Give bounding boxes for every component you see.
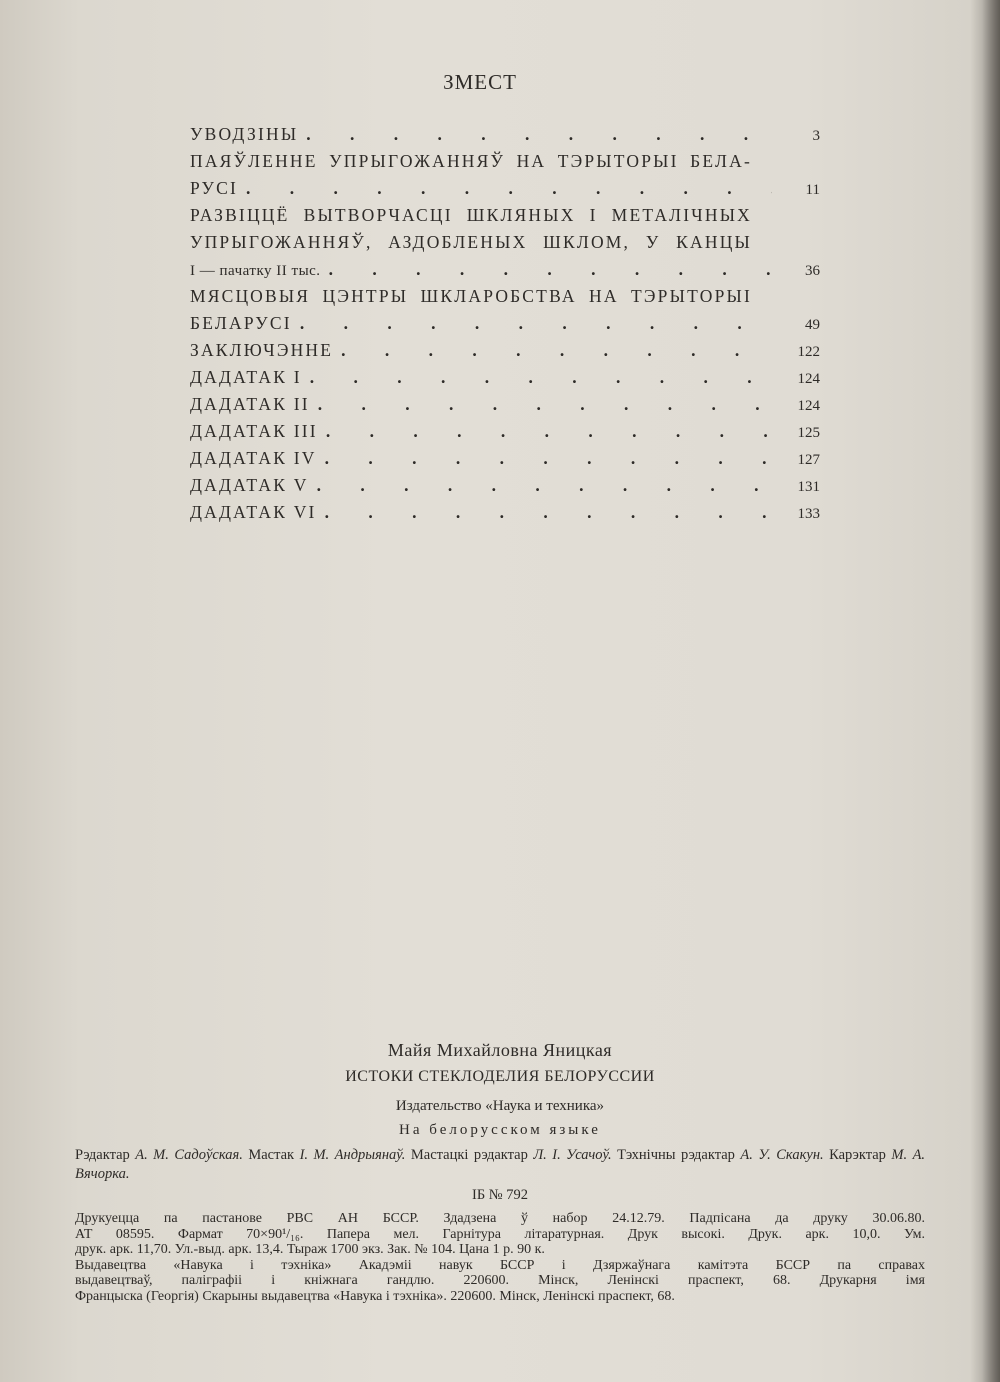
- artist-name: І. М. Андрыянаў.: [299, 1147, 406, 1163]
- toc-entry-label: РАЗВІЦЦЁ ВЫТВОРЧАСЦІ ШКЛЯНЫХ І МЕТАЛІЧНЫХ: [190, 205, 752, 225]
- toc-entry-label: ДАДАТАК І: [190, 367, 302, 387]
- toc-entry-label: ДАДАТАК ІІ: [190, 394, 310, 414]
- imprint-language: На белорусском языке: [399, 1122, 601, 1138]
- toc-entry: [190, 340, 820, 367]
- toc-line: [190, 124, 820, 151]
- toc-page-number: 133: [797, 506, 820, 522]
- toc-line: [190, 340, 820, 367]
- imprint-ib-number: ІБ № 792: [472, 1187, 528, 1203]
- toc-dot-leader: [317, 475, 772, 496]
- proofreader-name: М. А. Вячорка.: [75, 1147, 926, 1182]
- imprint-editors: [75, 1146, 925, 1184]
- toc-line: [190, 232, 820, 259]
- print-line: Францыска (Георгія) Скарыны выдавецтва «Навука і тэхніка». 220600. Мінск, Ленінскі праспект, 68.: [75, 1288, 675, 1304]
- toc-page-number: 11: [805, 182, 820, 198]
- toc-title: ЗМЕСТ: [443, 70, 517, 94]
- tech-editor-role: Тэхнічны рэдактар: [617, 1147, 735, 1163]
- toc-dot-leader: [310, 367, 772, 388]
- toc-line: [190, 205, 820, 232]
- toc-entry-label: І — пачатку ІІ тыс.: [190, 263, 321, 279]
- toc-page-number: 49: [805, 317, 820, 333]
- toc-entry: [190, 502, 820, 529]
- toc-line: [190, 448, 820, 475]
- toc-entry: [190, 421, 820, 448]
- print-line: АТ 08595. Фармат 70×90¹/₁₆. Папера мел. Гарнітура літаратурная. Друк высокі. Друк. арк. 10,0. Ум.: [75, 1226, 925, 1242]
- imprint-print-details: [75, 1211, 925, 1304]
- toc-page-number: 124: [797, 398, 820, 414]
- toc-page-number: 122: [797, 344, 820, 360]
- toc-page-number: 131: [797, 479, 820, 495]
- tech-editor-name: А. У. Скакун.: [740, 1147, 824, 1163]
- toc-page-number: 125: [797, 425, 820, 441]
- toc-entry: [190, 151, 820, 205]
- toc-entry: [190, 286, 820, 340]
- toc-line: [190, 313, 820, 340]
- toc-entry: [190, 205, 820, 286]
- proofreader-role: Карэктар: [829, 1147, 886, 1163]
- toc-entry-label: ДАДАТАК ІІІ: [190, 421, 318, 441]
- art-editor-role: Мастацкі рэдактар: [410, 1147, 528, 1163]
- toc-entry-label: УВОДЗІНЫ: [190, 124, 299, 144]
- toc-entry-label: БЕЛАРУСІ: [190, 313, 292, 333]
- imprint-book-title: ИСТОКИ СТЕКЛОДЕЛИЯ БЕЛОРУССИИ: [345, 1068, 655, 1085]
- toc-dot-leader: [326, 421, 772, 442]
- toc-entry: [190, 394, 820, 421]
- table-of-contents: [190, 124, 820, 529]
- toc-line: [190, 286, 820, 313]
- imprint-publisher: Издательство «Наука и техника»: [395, 1098, 605, 1114]
- toc-line: [190, 367, 820, 394]
- print-line: друк. арк. 11,70. Ул.-выд. арк. 13,4. Тыраж 1700 экз. Зак. № 104. Цана 1 р. 90 к.: [75, 1242, 545, 1257]
- toc-line: [190, 394, 820, 421]
- toc-dot-leader: [329, 259, 772, 280]
- toc-entry-label: РУСІ: [190, 178, 238, 198]
- toc-entry-label: УПРЫГОЖАННЯЎ, АЗДОБЛЕНЫХ ШКЛОМ, У КАНЦЫ: [190, 232, 752, 252]
- toc-dot-leader: [318, 394, 772, 415]
- toc-line: [190, 421, 820, 448]
- editor-name: А. М. Садоўская.: [135, 1147, 243, 1163]
- toc-dot-leader: [300, 313, 772, 334]
- toc-page-number: 36: [805, 263, 820, 279]
- toc-page-number: 3: [812, 128, 820, 144]
- toc-entry-label: ДАДАТАК VI: [190, 502, 317, 522]
- toc-line: [190, 502, 820, 529]
- toc-entry: [190, 475, 820, 502]
- toc-line: [190, 475, 820, 502]
- toc-entry-label: МЯСЦОВЫЯ ЦЭНТРЫ ШКЛАРОБСТВА НА ТЭРЫТОРЫІ: [190, 286, 752, 306]
- toc-dot-leader: [325, 448, 772, 469]
- toc-dot-leader: [246, 178, 772, 199]
- toc-dot-leader: [306, 124, 772, 145]
- print-line: выдавецтваў, паліграфіі і кніжнага гандлю. 220600. Мінск, Ленінскі праспект, 68. Друкарня імя: [75, 1273, 925, 1288]
- editor-role: Рэдактар: [75, 1147, 130, 1163]
- toc-dot-leader: [341, 340, 772, 361]
- toc-entry-label: ПАЯЎЛЕННЕ УПРЫГОЖАННЯЎ НА ТЭРЫТОРЫІ БЕЛА-: [190, 151, 752, 171]
- toc-line: [190, 259, 820, 286]
- toc-entry: [190, 367, 820, 394]
- toc-dot-leader: [325, 502, 772, 523]
- toc-entry-label: ДАДАТАК IV: [190, 448, 317, 468]
- page-edge-shadow: [982, 0, 1000, 1382]
- artist-role: Мастак: [248, 1147, 295, 1163]
- toc-entry: [190, 124, 820, 151]
- print-line: Выдавецтва «Навука і тэхніка» Акадэміі навук БССР і Дзяржаўнага камітэта БССР па справах: [75, 1257, 925, 1273]
- toc-line: [190, 151, 820, 178]
- toc-entry-label: ДАДАТАК V: [190, 475, 309, 495]
- art-editor-name: Л. І. Усачоў.: [533, 1147, 612, 1163]
- toc-entry-label: ЗАКЛЮЧЭННЕ: [190, 340, 334, 360]
- print-line: Друкуецца па пастанове РВС АН БССР. Здадзена ў набор 24.12.79. Падпісана да друку 30.06.80.: [75, 1211, 925, 1226]
- toc-line: [190, 178, 820, 205]
- toc-entry: [190, 448, 820, 475]
- imprint-author: Майя Михайловна Яницкая: [387, 1040, 613, 1060]
- toc-page-number: 124: [797, 371, 820, 387]
- toc-page-number: 127: [797, 452, 820, 468]
